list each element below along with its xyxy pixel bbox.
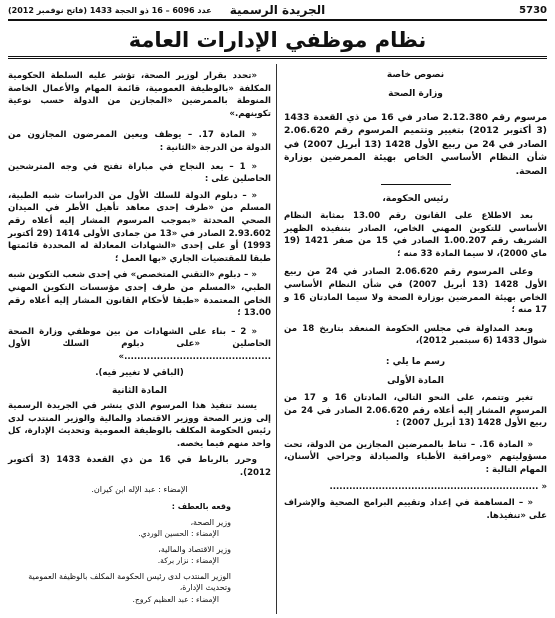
signatory-name: الإمضاء : نزار بركة.	[157, 556, 219, 566]
page-number: 5730	[519, 5, 547, 16]
signatory-title: الوزير المنتدب لدى رئيس الحكومة المكلف بالوظيفة العمومية وتحديث الإدارة،	[28, 571, 231, 593]
second-article-text: يسند تنفيذ هذا المرسوم الذي ينشر في الجريدة الرسمية إلى وزير الصحة ووزير الاقتصاد والمالية والوزير المنتدب لدى رئيس الحكومة المكلف بالوظيفة العمومية وتحديث الإدارة، كل واحد منهم فيما يخصه.	[8, 401, 271, 449]
article-17-text: « المادة 17. – يوظف ويعين الممرضون المجازون من الدولة من الدرجة «الثانية :	[8, 130, 271, 153]
contribution-text: « – المساهمة في إعداد وتقييم البرامج الصحية والإشراف على «تنفيذها.	[284, 498, 547, 521]
first-article-text: تغير وتتمم، على النحو التالي، المادتان 16 و 17 من المرسوم المشار إليه أعلاه رقم 2.06.620 الصادر في 24 من ربيع الأول 1428 (13 أبريل 2007) :	[284, 392, 547, 429]
head-of-government: رئيس الحكومة،	[382, 194, 449, 205]
remainder-note: (الباقي لا تغيير فيه).	[95, 368, 184, 379]
journal-name: الجريدة الرسمية	[229, 3, 326, 17]
right-column	[284, 64, 547, 522]
signatory-title: وزير الصحة،	[190, 517, 231, 527]
signatory-title: وزير الاقتصاد والمالية،	[158, 544, 231, 554]
section-label: نصوص خاصة	[386, 70, 445, 80]
first-article-heading: المادة الأولى	[387, 375, 444, 386]
running-header	[8, 3, 547, 21]
separator	[381, 184, 451, 185]
ellipsis-line: « ................................................................	[329, 481, 547, 492]
main-title: نظام موظفي الإدارات العامة	[8, 25, 547, 59]
item-2: « 2 – بناء على الشهادات من بين موظفي وزارة الصحة الحاصلين «على دبلوم السلك الأول .............................................»	[8, 326, 271, 362]
signatory-name: الإمضاء : الحسين الوردي.	[138, 529, 219, 539]
countersign-label: وقعه بالعطف :	[171, 502, 231, 512]
visa-3: وبعد المداولة في مجلس الحكومة المنعقد بتاريخ 18 من شوال 1433 (6 سبتمبر 2012)،	[284, 323, 547, 347]
decree-title: مرسوم رقم 2.12.380 صادر في 16 من ذي القعدة 1433 (3 أكتوبر 2012) بتغيير وتتميم المرسوم رقم 2.06.620 الصادر في 24 من ربيع الأول 1428 (13 أبريل 2007) في شأن النظام الأساسي الخاص بهيئة الممرضين بوزارة الصحة.	[284, 112, 548, 177]
done-at: وحرر بالرباط في 16 من ذي القعدة 1433 (3 أكتوبر 2012).	[8, 455, 271, 479]
second-article-heading: المادة الثانية	[112, 386, 167, 397]
signatory-name: الإمضاء : عبد العظيم كروج.	[132, 594, 219, 604]
article-16-text: « المادة 16. – تناط بالممرضين المجازين من الدولة، تحت مسؤوليتهم «ومراقبة الأطباء والصيادلة وجراحي الأسنان، المهام التالية :	[284, 439, 547, 475]
countersign-block	[8, 501, 231, 605]
left-column	[8, 64, 271, 605]
main-signature: الإمضاء : عبد الإله ابن كيران.	[91, 484, 188, 494]
item-1-b: « – دبلوم «التقني المتخصص» في إحدى شعب التكوين شبه الطبي، «المسلم من طرف إحدى مؤسسات التكوين المهني الخاص المعتمدة «طبقا لأحكام القانون المشار إليه أعلاه رقم 13.00 ؛	[8, 270, 271, 319]
decrees-heading: رسم ما يلي :	[385, 356, 446, 367]
column-divider	[276, 64, 277, 614]
appointment-text: «تحدد بقرار لوزير الصحة، تؤشر عليه السلطة الحكومية المكلفة «بالوظيفة العمومية، قائمة المهام والأعمال الخاصة المنوطة بالممرضين «المجازين من الدولة حسب نوعية تكوينهم.»	[8, 71, 271, 119]
ministry-heading: وزارة الصحة	[388, 89, 443, 99]
issue-info: عدد 6096 – 16 ذو الحجة 1433 (فاتح نوفمبر 2012)	[8, 6, 212, 15]
item-1: « 1 – بعد النجاح في مباراة تفتح في وجه المترشحين الحاصلين على :	[8, 161, 271, 185]
visa-2: وعلى المرسوم رقم 2.06.620 الصادر في 24 من ربيع الأول 1428 (13 أبريل 2007) في شأن النظام الأساسي الخاص بهيئة الممرضين بوزارة الصحة ولا سيما المادتان 16 و 17 منه ؛	[284, 267, 547, 316]
visa-1: بعد الاطلاع على القانون رقم 13.00 بمثابة النظام الأساسي للتكوين المهني الخاص، الصادر بتنفيذه الظهير الشريف رقم 1.00.207 الصادر في 15 من صفر 1421 (19 ماي 2000)، لا سيما المادة 33 منه ؛	[284, 211, 548, 259]
item-1-a: « – دبلوم الدولة للسلك الأول من الدراسات شبه الطبية، المسلم من «طرف إحدى معاهد تأهيل الأطر في الميدان الصحي المحدثة «بموجب المرسوم المشار إليه أعلاه رقم 2.93.602 الصادر في «13 من جمادى الأولى 1414 (29 أكتوبر 1993) أو على إحدى «الشهادات المعادلة له المحددة قائمتها طبقا للمقتضيات الجاري «بها العمل ؛	[8, 190, 271, 264]
